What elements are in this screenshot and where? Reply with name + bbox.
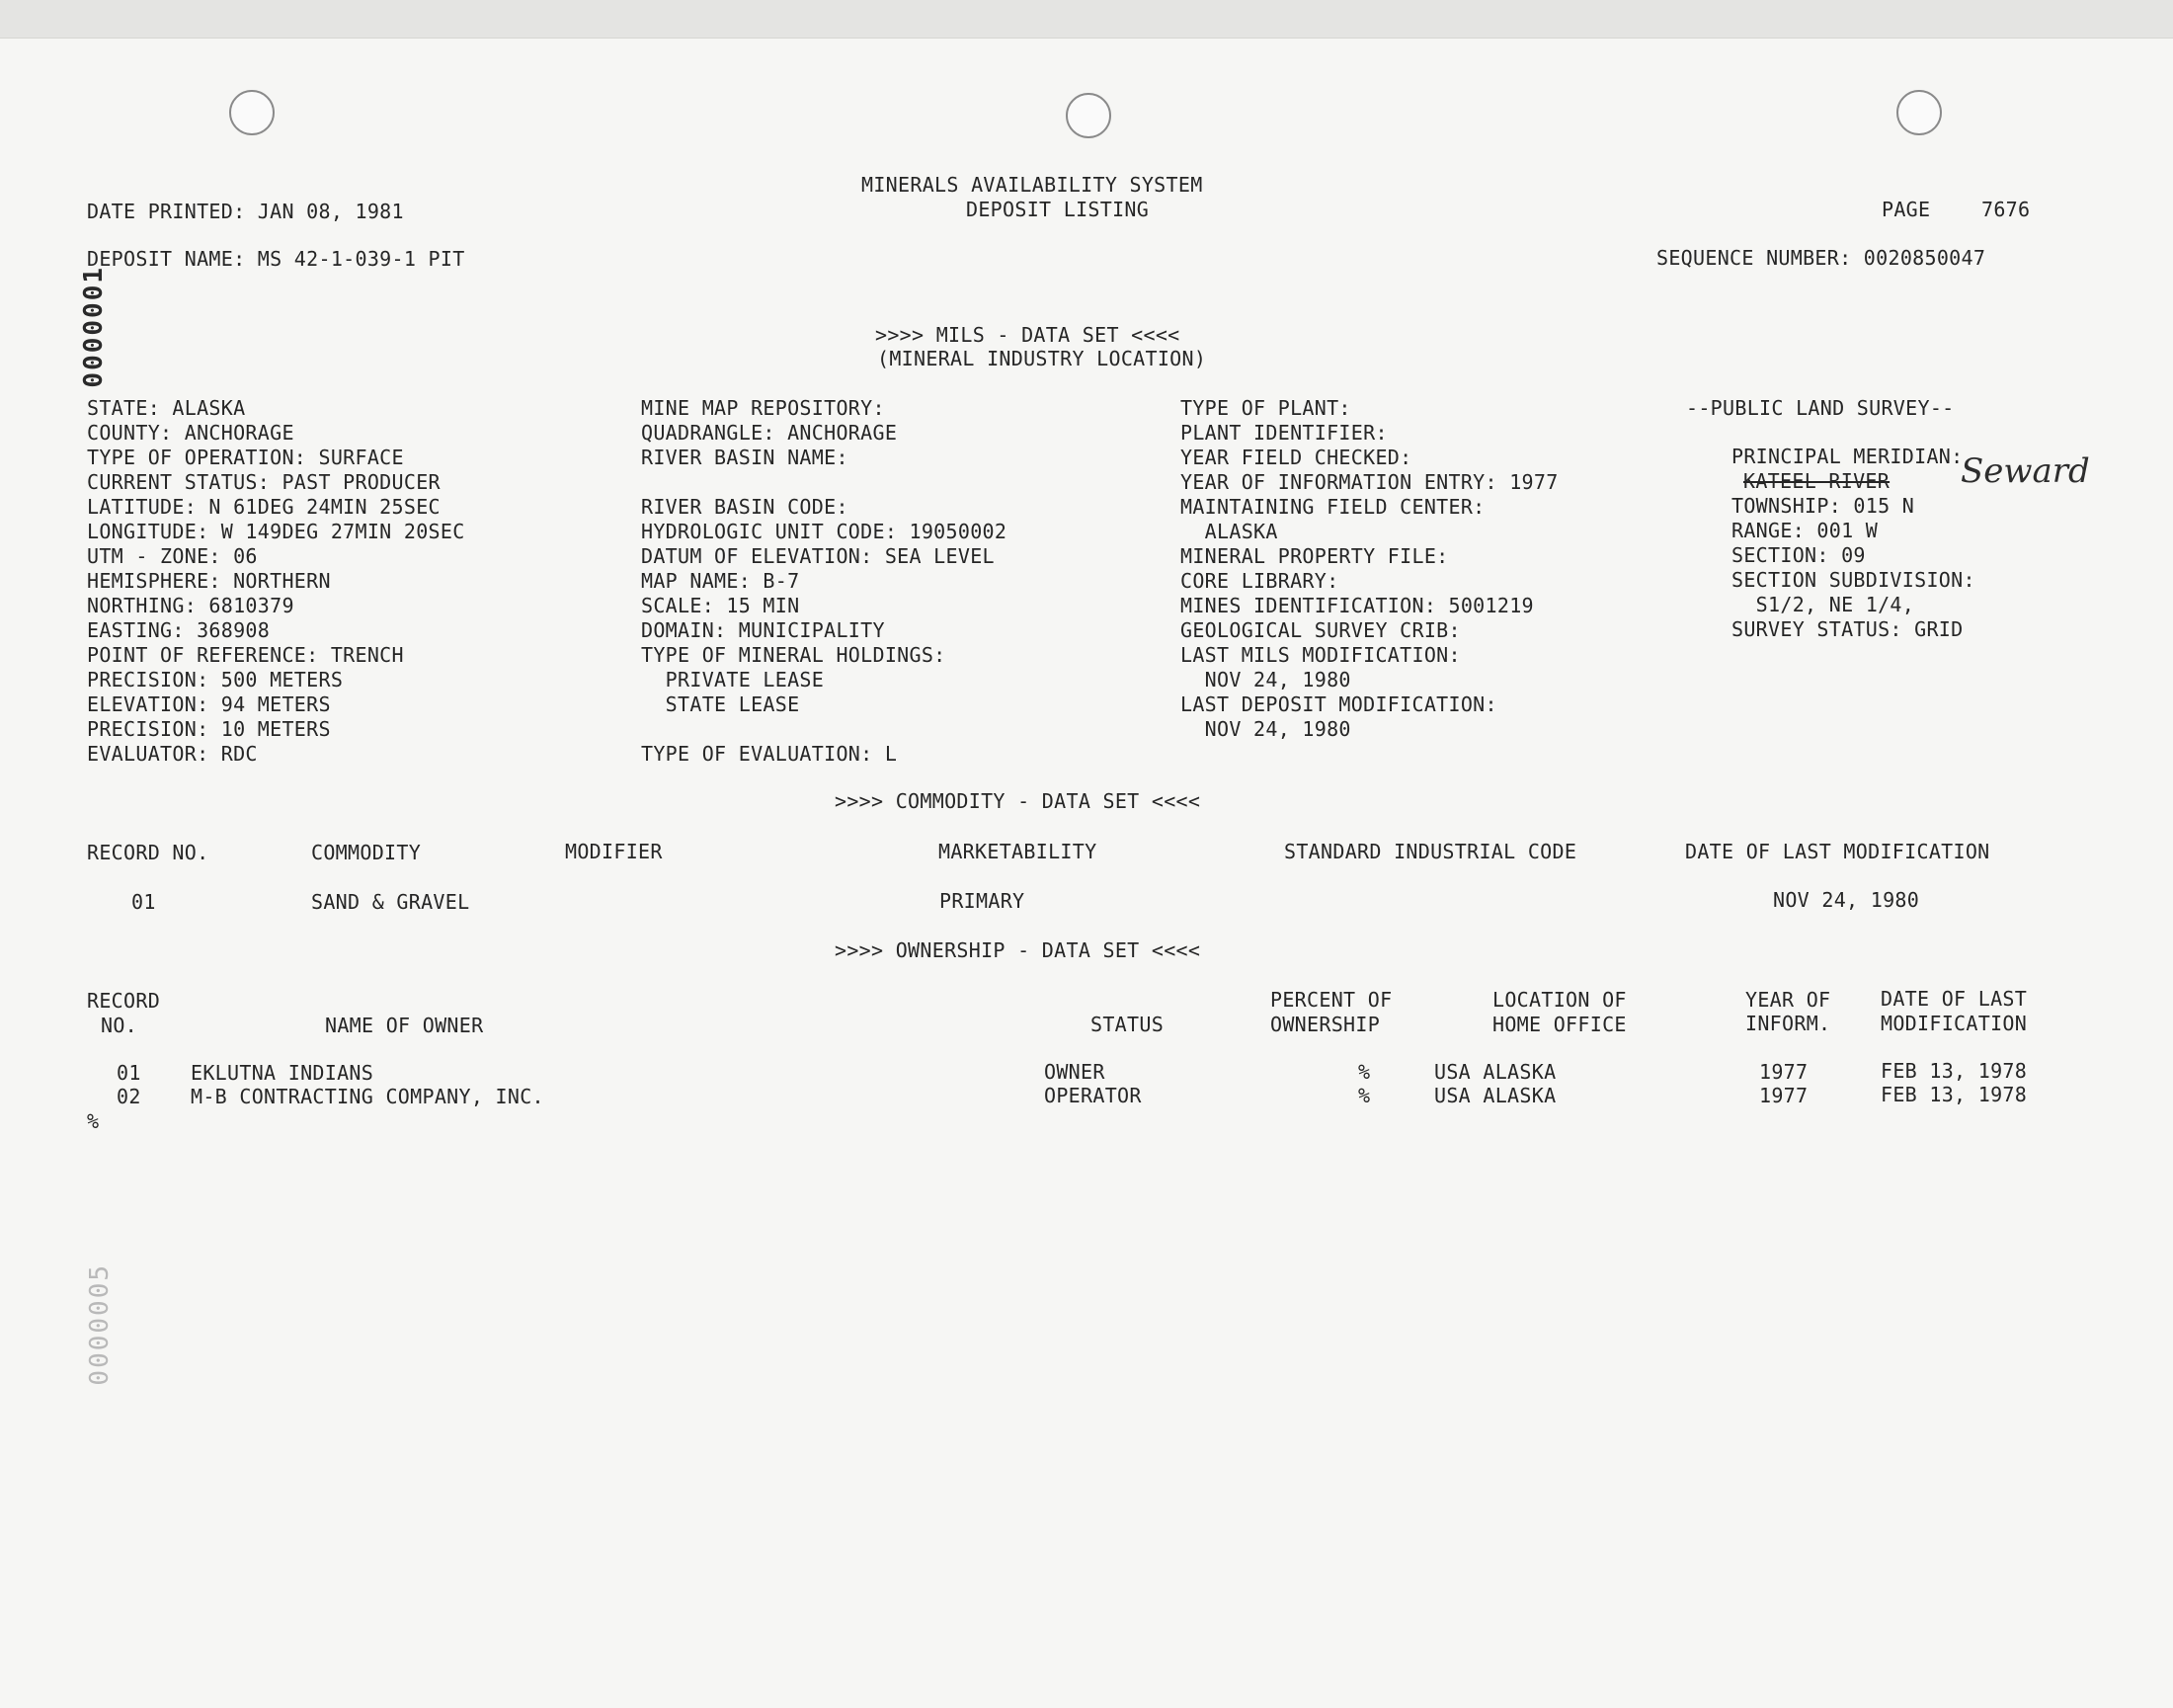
field-line: MINERAL PROPERTY FILE: xyxy=(1180,544,1449,568)
field-line: MINES IDENTIFICATION: 5001219 xyxy=(1180,594,1534,617)
stamp-number-top: 0000001 xyxy=(79,266,109,388)
ownership-header-year: YEAR OF xyxy=(1745,988,1831,1012)
field-line: STATE: ALASKA xyxy=(87,396,246,420)
field-line: PRECISION: 10 METERS xyxy=(87,717,331,741)
ownership-header-date: DATE OF LAST xyxy=(1881,987,2028,1011)
field-line: ALASKA xyxy=(1180,520,1278,543)
owner-row-name: M-B CONTRACTING COMPANY, INC. xyxy=(191,1085,544,1108)
field-line: HEMISPHERE: NORTHERN xyxy=(87,569,331,593)
field-line: TYPE OF OPERATION: SURFACE xyxy=(87,446,404,469)
field-line: RIVER BASIN NAME: xyxy=(641,446,848,469)
field-line: EASTING: 368908 xyxy=(87,618,271,642)
owner-row-year: 1977 xyxy=(1759,1060,1809,1084)
commodity-header-commodity: COMMODITY xyxy=(311,841,422,864)
field-line: QUADRANGLE: ANCHORAGE xyxy=(641,421,898,445)
date-printed: DATE PRINTED: JAN 08, 1981 xyxy=(87,200,404,223)
owner-row-status: OWNER xyxy=(1044,1060,1105,1084)
field-line: CORE LIBRARY: xyxy=(1180,569,1339,593)
field-line: PRINCIPAL MERIDIAN: xyxy=(1731,445,1964,468)
field-line: TYPE OF MINERAL HOLDINGS: xyxy=(641,643,946,667)
mils-heading: >>>> MILS - DATA SET <<<< xyxy=(875,323,1180,347)
ownership-header-status: STATUS xyxy=(1090,1013,1165,1036)
commodity-header-record: RECORD NO. xyxy=(87,841,209,864)
field-line: CURRENT STATUS: PAST PRODUCER xyxy=(87,470,441,494)
punch-hole-left xyxy=(229,90,275,135)
field-line: DOMAIN: MUNICIPALITY xyxy=(641,618,885,642)
ownership-heading: >>>> OWNERSHIP - DATA SET <<<< xyxy=(835,938,1201,962)
field-line: RANGE: 001 W xyxy=(1731,519,1879,542)
field-line: TYPE OF EVALUATION: L xyxy=(641,742,898,766)
field-line: PLANT IDENTIFIER: xyxy=(1180,421,1388,445)
field-line: YEAR OF INFORMATION ENTRY: 1977 xyxy=(1180,470,1559,494)
owner-row-date: FEB 13, 1978 xyxy=(1881,1083,2028,1106)
field-line: EVALUATOR: RDC xyxy=(87,742,258,766)
owner-row-location: USA ALASKA xyxy=(1434,1084,1557,1107)
system-title: MINERALS AVAILABILITY SYSTEM xyxy=(861,173,1203,197)
owner-row-status: OPERATOR xyxy=(1044,1084,1142,1107)
listing-title: DEPOSIT LISTING xyxy=(966,198,1150,221)
field-line: GEOLOGICAL SURVEY CRIB: xyxy=(1180,618,1461,642)
field-line: SCALE: 15 MIN xyxy=(641,594,800,617)
page-label: PAGE xyxy=(1882,198,1931,221)
field-line: HYDROLOGIC UNIT CODE: 19050002 xyxy=(641,520,1007,543)
ownership-header-location: LOCATION OF xyxy=(1492,988,1627,1012)
field-line: PRECISION: 500 METERS xyxy=(87,668,344,691)
field-line: TOWNSHIP: 015 N xyxy=(1731,494,1915,518)
commodity-header-sic: STANDARD INDUSTRIAL CODE xyxy=(1284,840,1577,863)
field-line: TYPE OF PLANT: xyxy=(1180,396,1351,420)
end-marker: % xyxy=(87,1109,100,1133)
field-line: MINE MAP REPOSITORY: xyxy=(641,396,885,420)
ownership-header-percent: PERCENT OF xyxy=(1270,988,1393,1012)
ownership-header-location-2: HOME OFFICE xyxy=(1492,1013,1627,1036)
field-line: UTM - ZONE: 06 xyxy=(87,544,258,568)
field-line: PRIVATE LEASE xyxy=(641,668,825,691)
owner-row-percent: % xyxy=(1358,1084,1371,1107)
mils-location-column xyxy=(87,396,465,767)
mils-plant-column xyxy=(1180,396,1559,742)
owner-row-date: FEB 13, 1978 xyxy=(1881,1059,2028,1083)
field-line: LAST DEPOSIT MODIFICATION: xyxy=(1180,692,1497,716)
document-page xyxy=(0,38,2173,1708)
field-line: POINT OF REFERENCE: TRENCH xyxy=(87,643,404,667)
field-line: NORTHING: 6810379 xyxy=(87,594,294,617)
page-number: 7676 xyxy=(1981,198,2031,221)
mils-subheading: (MINERAL INDUSTRY LOCATION) xyxy=(877,347,1207,370)
field-line: NOV 24, 1980 xyxy=(1180,668,1351,691)
field-line: LONGITUDE: W 149DEG 27MIN 20SEC xyxy=(87,520,465,543)
sequence-number: SEQUENCE NUMBER: 0020850047 xyxy=(1656,246,1986,270)
commodity-marketability: PRIMARY xyxy=(939,889,1025,913)
field-line: SURVEY STATUS: GRID xyxy=(1731,617,1964,641)
field-line: LATITUDE: N 61DEG 24MIN 25SEC xyxy=(87,495,441,519)
field-line: S1/2, NE 1/4, xyxy=(1731,593,1915,616)
field-line: SECTION SUBDIVISION: xyxy=(1731,568,1975,592)
ownership-header-record: RECORD xyxy=(87,989,161,1013)
ownership-header-percent-2: OWNERSHIP xyxy=(1270,1013,1381,1036)
commodity-header-modifier: MODIFIER xyxy=(565,840,663,863)
field-line: MAINTAINING FIELD CENTER: xyxy=(1180,495,1486,519)
owner-row-no: 02 xyxy=(117,1085,141,1108)
ownership-header-year-2: INFORM. xyxy=(1745,1012,1831,1035)
struck-meridian: KATEEL RIVER xyxy=(1743,469,1891,493)
field-line: SECTION: 09 xyxy=(1731,543,1866,567)
public-land-survey-heading: --PUBLIC LAND SURVEY-- xyxy=(1686,396,1955,420)
owner-row-name: EKLUTNA INDIANS xyxy=(191,1061,374,1085)
field-line: ELEVATION: 94 METERS xyxy=(87,692,331,716)
field-line: MAP NAME: B-7 xyxy=(641,569,800,593)
field-line: COUNTY: ANCHORAGE xyxy=(87,421,294,445)
deposit-name: DEPOSIT NAME: MS 42-1-039-1 PIT xyxy=(87,247,465,271)
handwritten-meridian: Seward xyxy=(1961,451,2090,491)
commodity-date: NOV 24, 1980 xyxy=(1773,888,1920,912)
commodity-header-marketability: MARKETABILITY xyxy=(938,840,1097,863)
ownership-header-date-2: MODIFICATION xyxy=(1881,1012,2028,1035)
field-line: NOV 24, 1980 xyxy=(1180,717,1351,741)
field-line: LAST MILS MODIFICATION: xyxy=(1180,643,1461,667)
punch-hole-right xyxy=(1896,90,1942,135)
field-line: STATE LEASE xyxy=(641,692,800,716)
owner-row-percent: % xyxy=(1358,1060,1371,1084)
commodity-heading: >>>> COMMODITY - DATA SET <<<< xyxy=(835,789,1201,813)
field-line xyxy=(641,470,1006,495)
commodity-name: SAND & GRAVEL xyxy=(311,890,470,914)
punch-hole-center xyxy=(1066,93,1111,138)
owner-row-year: 1977 xyxy=(1759,1084,1809,1107)
field-line: DATUM OF ELEVATION: SEA LEVEL xyxy=(641,544,995,568)
field-line: RIVER BASIN CODE: xyxy=(641,495,848,519)
ownership-header-name: NAME OF OWNER xyxy=(325,1014,484,1037)
commodity-header-date: DATE OF LAST MODIFICATION xyxy=(1685,840,1990,863)
field-line xyxy=(641,717,1006,742)
commodity-record-no: 01 xyxy=(131,890,156,914)
field-line: YEAR FIELD CHECKED: xyxy=(1180,446,1412,469)
owner-row-location: USA ALASKA xyxy=(1434,1060,1557,1084)
owner-row-no: 01 xyxy=(117,1061,141,1085)
ownership-header-record-no: NO. xyxy=(101,1014,138,1037)
stamp-number-bottom: 0000005 xyxy=(85,1263,115,1386)
public-land-survey-column xyxy=(1731,445,1975,642)
mils-map-column xyxy=(641,396,1006,767)
